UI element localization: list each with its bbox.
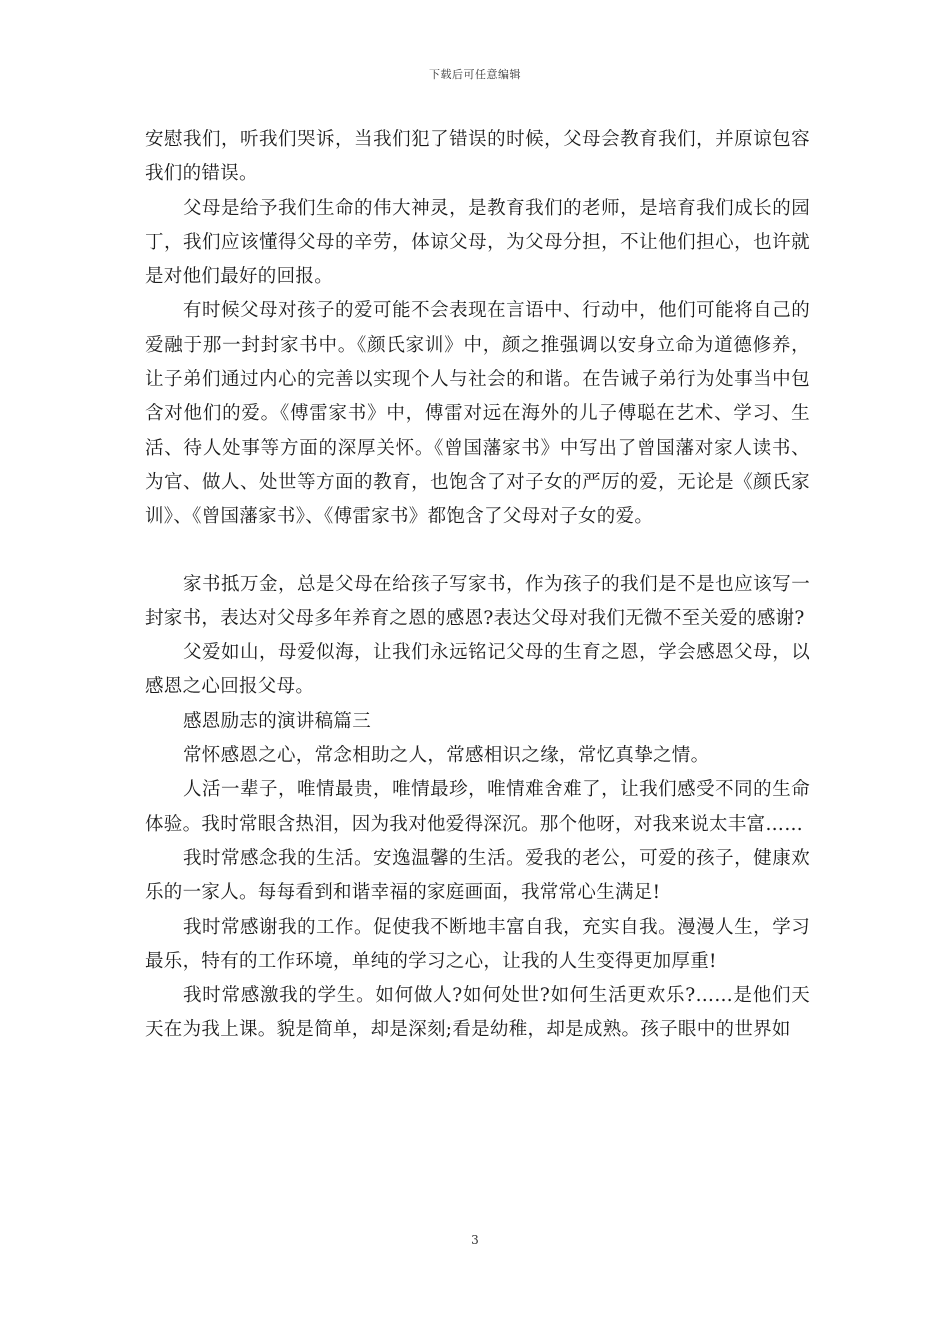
paragraph-parents-gift: 父母是给予我们生命的伟大神灵，是教育我们的老师，是培育我们成长的园丁，我们应该懂得父母的辛劳，体谅父母，为父母分担，不让他们担心，也许就是对他们最好的回报。 <box>145 197 810 288</box>
paragraph-gratitude-heart: 常怀感恩之心，常念相助之人，常感相识之缘，常忆真挚之情。 <box>183 745 710 767</box>
paragraph-life-emotion: 人活一辈子，唯情最贵，唯情最珍，唯情难舍难了，让我们感受不同的生命体验。我时常眼含热泪，因为我对他爱得深沉。那个他呀，对我来说太丰富…… <box>145 779 810 835</box>
paragraph-family-letters: 有时候父母对孩子的爱可能不会表现在言语中、行动中，他们可能将自己的爱融于那一封封家书中。《颜氏家训》中，颜之推强调以安身立命为道德修养，让子弟们通过内心的完善以实现个人与社会的和谐。在告诫子弟行为处事当中包含对他们的爱。《傅雷家书》中，傅雷对远在海外的儿子傅聪在艺术、学习、生活、待人处事等方面的深厚关怀。《曾国藩家书》中写出了曾国藩对家人读书、为官、做人、处世等方面的教育，也饱含了对子女的严厉的爱，无论是《颜氏家训》、《曾国藩家书》、《傅雷家书》都饱含了父母对子女的爱。 <box>145 300 810 528</box>
page-number: 3 <box>471 1233 479 1247</box>
document-body <box>145 123 810 1048</box>
paragraph-life: 我时常感念我的生活。安逸温馨的生活。爱我的老公，可爱的孩子，健康欢乐的一家人。每每看到和谐幸福的家庭画面，我常常心生满足! <box>145 847 810 904</box>
section-title: 感恩励志的演讲稿篇三 <box>183 710 372 732</box>
paragraph-students: 我时常感激我的学生。如何做人?如何处世?如何生活更欢乐?……是他们天天在为我上课。貌是简单，却是深刻;看是幼稚，却是成熟。孩子眼中的世界如 <box>145 985 810 1041</box>
paragraph-gap <box>145 535 810 568</box>
page-header-note: 下载后可任意编辑 <box>429 68 521 81</box>
paragraph-work: 我时常感谢我的工作。促使我不断地丰富自我，充实自我。漫漫人生，学习最乐，特有的工作环境，单纯的学习之心，让我的人生变得更加厚重! <box>145 916 810 972</box>
paragraph-letter-worth: 家书抵万金，总是父母在给孩子写家书，作为孩子的我们是不是也应该写一封家书，表达对父母多年养育之恩的感恩?表达父母对我们无微不至关爱的感谢? <box>145 573 810 629</box>
paragraph-father-mother: 父爱如山，母爱似海，让我们永远铭记父母的生育之恩，学会感恩父母，以感恩之心回报父母。 <box>145 642 810 698</box>
paragraph-continuation: 安慰我们，听我们哭诉，当我们犯了错误的时候，父母会教育我们，并原谅包容我们的错误。 <box>145 129 810 185</box>
